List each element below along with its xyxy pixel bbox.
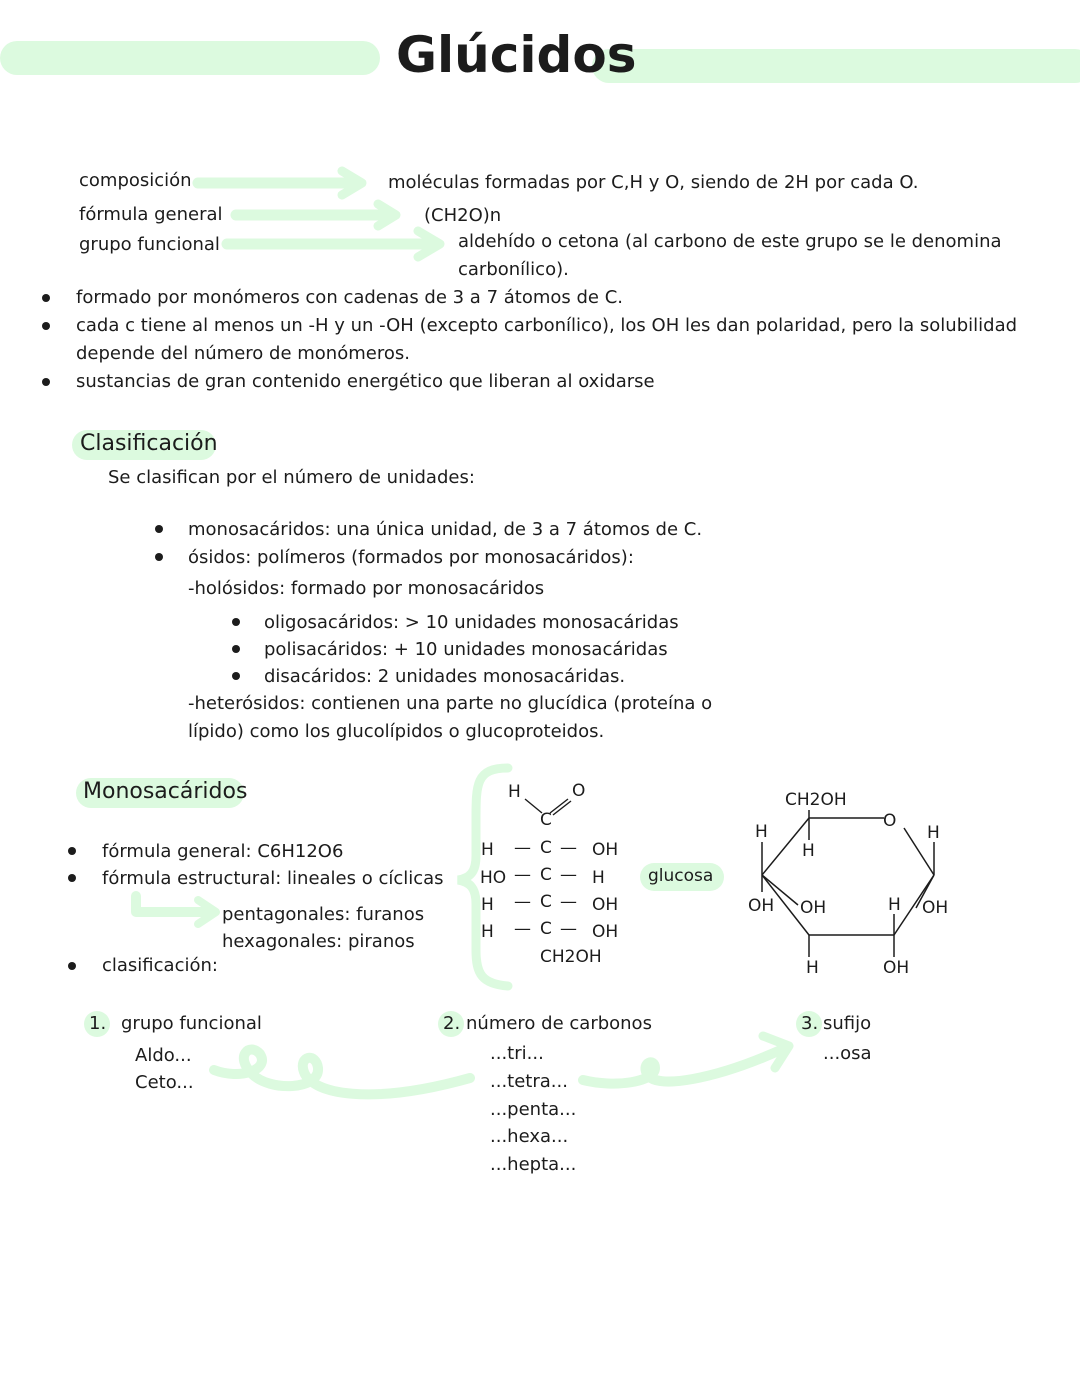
- clasif-holosidos: -holósidos: formado por monosacáridos: [188, 578, 545, 599]
- bullet-dot: [68, 962, 76, 970]
- ring-oh-c2: OH: [883, 958, 910, 978]
- step-3-item: ...osa: [823, 1043, 872, 1064]
- bullet-dot: [68, 874, 76, 882]
- mono-formula-general: fórmula general: C6H12O6: [102, 841, 344, 862]
- bullet-dot: [232, 645, 240, 653]
- ring-oh-c1: OH: [922, 898, 949, 918]
- mono-formula-estructural: fórmula estructural: lineales o cíclicas: [102, 868, 444, 889]
- linear-row-1-right: OH: [592, 840, 619, 860]
- step-2-item: ...penta...: [490, 1099, 577, 1120]
- linear-row-2-center: C: [540, 865, 552, 885]
- linear-row-1-dash: —: [560, 838, 577, 858]
- step-2-item: ...tetra...: [490, 1071, 568, 1092]
- ring-h-c2: H: [888, 895, 901, 915]
- step-1-item: Aldo...: [135, 1045, 192, 1066]
- pentagonal-arrow-icon: [120, 890, 230, 930]
- linear-row-2-dash: —: [514, 865, 531, 885]
- step-2-item: ...hepta...: [490, 1154, 577, 1175]
- step-2-item: ...hexa...: [490, 1126, 569, 1147]
- bullet-dot: [155, 525, 163, 533]
- bullet-energetico: sustancias de gran contenido energético que liberan al oxidarse: [76, 371, 655, 392]
- bullet-dot: [68, 847, 76, 855]
- step-1-number: 1.: [89, 1013, 107, 1034]
- def-grupo-value-1: aldehído o cetona (al carbono de este grupo se le denomina: [458, 231, 1002, 252]
- mono-hexagonales: hexagonales: piranos: [222, 931, 415, 952]
- clasif-disacaridos: disacáridos: 2 unidades monosacáridas.: [264, 666, 626, 687]
- bullet-monomeros: formado por monómeros con cadenas de 3 a 7 átomos de C.: [76, 287, 623, 308]
- linear-row-4-left: H: [481, 922, 494, 942]
- linear-row-1-dash: —: [514, 838, 531, 858]
- mono-clasificacion: clasificación:: [102, 955, 218, 976]
- ring-h-c1: H: [927, 823, 940, 843]
- step-2-item: ...tri...: [490, 1043, 544, 1064]
- bullet-dot: [232, 672, 240, 680]
- bullet-dot: [155, 553, 163, 561]
- step-2-label: número de carbonos: [466, 1013, 652, 1034]
- ring-h-c5: H: [802, 841, 815, 861]
- clasif-polisacaridos: polisacáridos: + 10 unidades monosacáridas: [264, 639, 668, 660]
- linear-row-3-right: OH: [592, 895, 619, 915]
- def-formula-label: fórmula general: [79, 204, 223, 225]
- linear-row-4-right: OH: [592, 922, 619, 942]
- ring-h-c4-up: H: [755, 822, 768, 842]
- linear-row-1-center: C: [540, 838, 552, 858]
- clasif-heterosidos-1: -heterósidos: contienen una parte no glucídica (proteína o: [188, 693, 713, 714]
- linear-row-1-left: H: [481, 840, 494, 860]
- bullet-polaridad-2: depende del número de monómeros.: [76, 343, 410, 364]
- ring-oh-c3: OH: [800, 898, 827, 918]
- linear-row-4-dash: —: [514, 919, 531, 939]
- linear-row-2-left: HO: [480, 868, 507, 888]
- definition-arrows: [0, 0, 1080, 300]
- ring-oh-c4: OH: [748, 896, 775, 916]
- bullet-dot: [232, 618, 240, 626]
- linear-bottom: CH2OH: [540, 947, 602, 967]
- clasificacion-intro: Se clasifican por el número de unidades:: [108, 467, 475, 488]
- linear-top-c: C: [540, 810, 552, 830]
- bullet-polaridad-1: cada c tiene al menos un -H y un -OH (excepto carbonílico), los OH les dan polaridad, pero la solubilidad: [76, 315, 1018, 336]
- step-3-label: sufijo: [823, 1013, 872, 1034]
- step-connector-left-icon: [200, 1030, 490, 1120]
- ring-h-c3: H: [806, 958, 819, 978]
- linear-top-h: H: [508, 782, 521, 802]
- step-1-label: grupo funcional: [121, 1013, 262, 1034]
- linear-row-3-dash: —: [514, 892, 531, 912]
- clasificacion-heading: Clasificación: [80, 431, 218, 456]
- linear-row-4-dash: —: [560, 919, 577, 939]
- linear-row-2-dash: —: [560, 865, 577, 885]
- clasif-heterosidos-2: lípido) como los glucolípidos o glucoproteidos.: [188, 721, 605, 742]
- clasif-osidos: ósidos: polímeros (formados por monosacáridos):: [188, 547, 634, 568]
- pyranose-ring: [740, 780, 970, 990]
- monosacaridos-heading: Monosacáridos: [83, 779, 248, 804]
- linear-row-3-left: H: [481, 895, 494, 915]
- linear-row-2-right: H: [592, 868, 605, 888]
- linear-row-3-dash: —: [560, 892, 577, 912]
- step-1-item: Ceto...: [135, 1072, 194, 1093]
- mono-pentagonales: pentagonales: furanos: [222, 904, 425, 925]
- clasif-oligosacaridos: oligosacáridos: > 10 unidades monosacáridas: [264, 612, 679, 633]
- bullet-dot: [42, 378, 50, 386]
- def-composicion-value: moléculas formadas por C,H y O, siendo de 2H por cada O.: [388, 172, 919, 193]
- ring-ch2oh: CH2OH: [785, 790, 847, 810]
- linear-row-3-center: C: [540, 892, 552, 912]
- ring-o: O: [883, 811, 897, 831]
- glucosa-label: glucosa: [648, 866, 714, 886]
- step-2-number: 2.: [443, 1013, 461, 1034]
- def-formula-value: (CH2O)n: [424, 205, 502, 226]
- bullet-dot: [42, 294, 50, 302]
- linear-top-o: O: [572, 781, 586, 801]
- clasif-monosacaridos: monosacáridos: una única unidad, de 3 a 7 átomos de C.: [188, 519, 703, 540]
- def-grupo-label: grupo funcional: [79, 234, 220, 255]
- def-composicion-label: composición: [79, 170, 192, 191]
- page-title: Glúcidos: [396, 26, 637, 84]
- bullet-dot: [42, 322, 50, 330]
- step-3-number: 3.: [801, 1013, 819, 1034]
- def-grupo-value-2: carbonílico).: [458, 259, 569, 280]
- linear-row-4-center: C: [540, 919, 552, 939]
- step-connector-right-icon: [575, 1020, 815, 1100]
